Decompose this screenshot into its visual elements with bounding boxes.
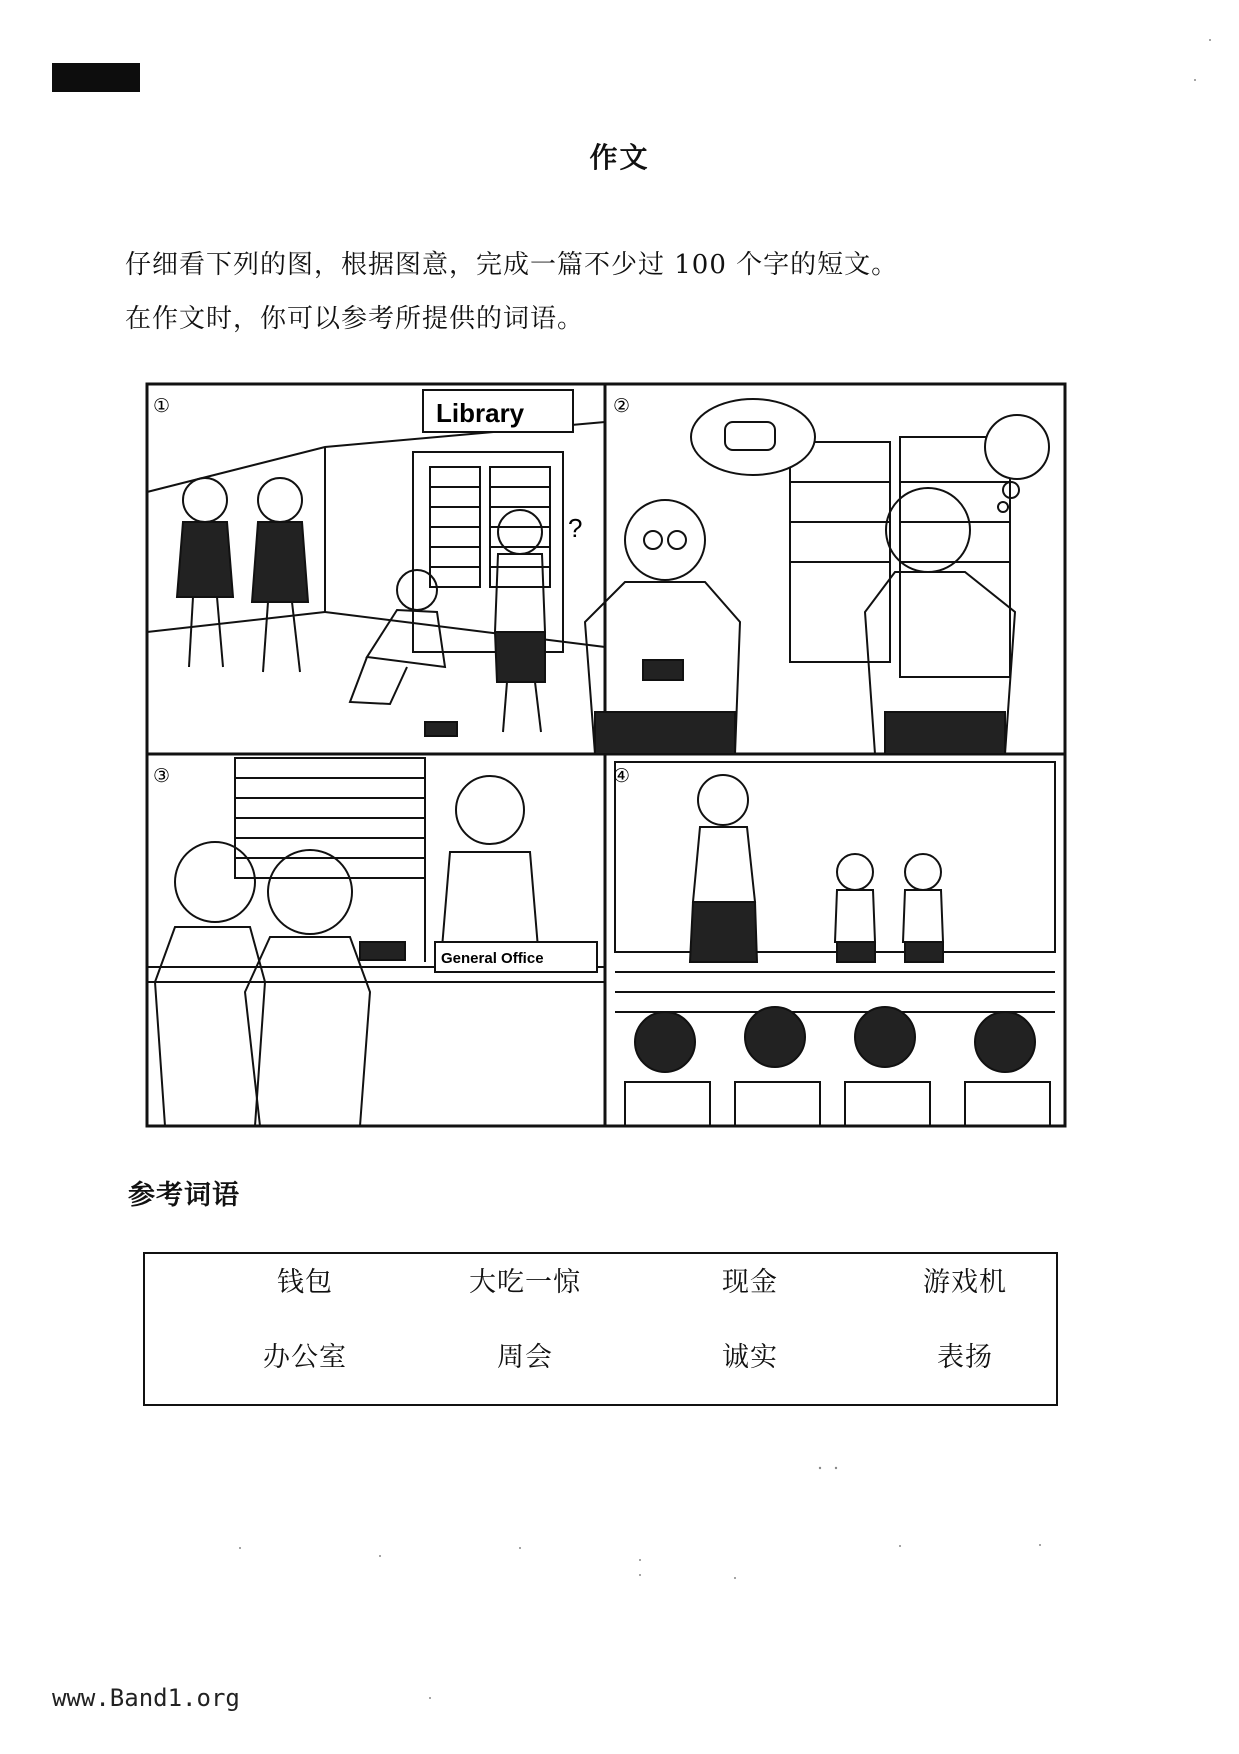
page-title: 作文 — [589, 141, 650, 174]
redaction-bar — [52, 63, 140, 92]
panel-number-3: ③ — [153, 765, 171, 787]
word-item: 钱包 — [277, 1267, 333, 1298]
footer-url: www.Band1.org — [52, 1684, 240, 1712]
reference-words-title: 参考词语 — [128, 1180, 240, 1211]
instruction-line-2: 在作文时，你可以参考所提供的词语。 — [125, 304, 585, 334]
panel-number-1: ① — [153, 395, 171, 417]
comic-strip — [145, 382, 1067, 1128]
library-sign: Library — [436, 398, 525, 428]
word-item: 办公室 — [263, 1342, 347, 1373]
instruction-line-1: 仔细看下列的图，根据图意，完成一篇不少过 100 个字的短文。 — [125, 250, 899, 280]
general-office-sign: General Office — [441, 950, 544, 967]
panel-number-4: ④ — [613, 765, 631, 787]
panel-2 — [585, 399, 1049, 754]
word-item: 诚实 — [722, 1342, 778, 1373]
comic-illustration — [145, 382, 1067, 1128]
word-item: 表扬 — [937, 1342, 993, 1373]
word-item: 大吃一惊 — [469, 1267, 581, 1298]
panel-1 — [147, 390, 605, 736]
reference-words-box — [143, 1252, 1058, 1406]
word-item: 游戏机 — [923, 1267, 1007, 1298]
word-item: 周会 — [497, 1342, 553, 1373]
panel-number-2: ② — [613, 395, 631, 417]
word-item: 现金 — [722, 1267, 778, 1298]
question-mark: ? — [568, 513, 583, 543]
panel-4 — [615, 762, 1055, 1126]
panel-3 — [147, 758, 605, 1126]
